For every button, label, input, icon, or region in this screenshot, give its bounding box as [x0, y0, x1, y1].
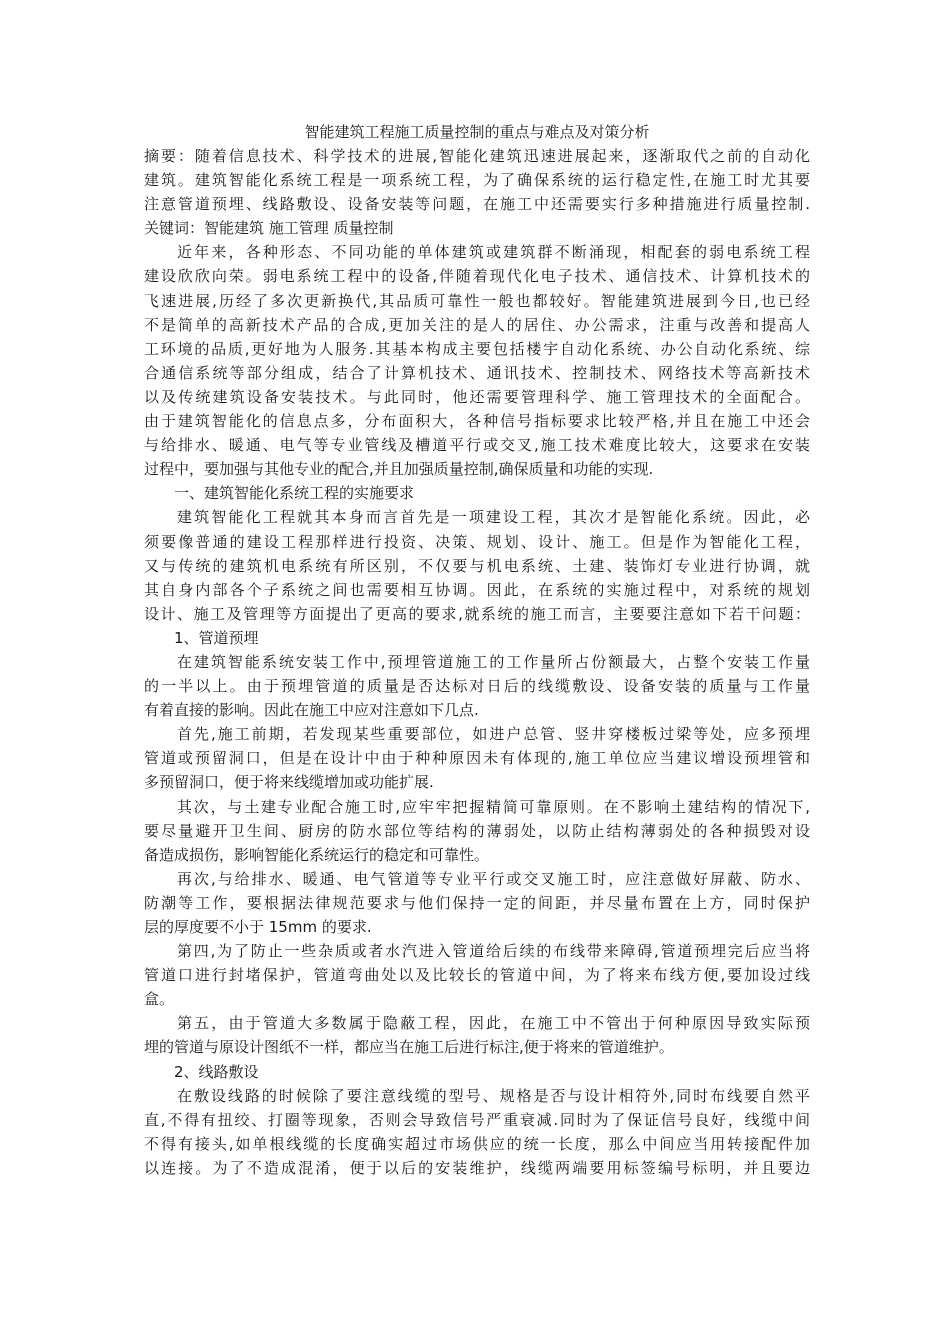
paragraph-line: 管道口进行封堵保护，管道弯曲处以及比较长的管道中间，为了将来布线方便,要加设过线	[144, 966, 810, 985]
paragraph-line: 由于建筑智能化的信息点多，分布面积大，各种信号指标要求比较严格,并且在施工中还会	[144, 412, 810, 431]
paragraph-line: 埋的管道与原设计图纸不一样，都应当在施工后进行标注,便于将来的管道维护。	[144, 1038, 674, 1057]
paragraph-line: 不得有接头,如单根线缆的长度确实超过市场供应的统一长度，那么中间应当用转接配件加	[144, 1134, 810, 1153]
paragraph-line: 以连接。为了不造成混淆，便于以后的安装维护，线缆两端要用标签编号标明，并且要边	[144, 1158, 810, 1177]
abstract-line: 建筑。建筑智能化系统工程是一项系统工程，为了确保系统的运行稳定性,在施工时尤其要	[144, 171, 810, 190]
paragraph-line: 其次，与土建专业配合施工时,应牢牢把握精简可靠原则。在不影响土建结构的情况下,	[177, 797, 810, 816]
section-heading: 一、建筑智能化系统工程的实施要求	[174, 484, 415, 503]
sub1-paragraph-6	[144, 1011, 810, 1059]
paragraph-line: 在建筑智能系统安装工作中,预埋管道施工的工作量所占份额最大，占整个安装工作量	[177, 652, 810, 671]
subsection-heading: 2、线路敷设	[174, 1062, 259, 1081]
paragraph-line: 合通信系统等部分组成，结合了计算机技术、通讯技术、控制技术、网络技术等高新技术	[144, 363, 810, 382]
abstract	[144, 144, 810, 216]
paragraph-line: 设计、施工及管理等方面提出了更高的要求,就系统的施工而言，主要要注意如下若干问题：	[144, 604, 810, 623]
abstract-line: 摘要：随着信息技术、科学技术的进展,智能化建筑迅速进展起来，逐渐取代之前的自动化	[144, 147, 810, 165]
paragraph-line: 多预留洞口，便于将来线缆增加或功能扩展.	[144, 773, 434, 792]
paragraph-line: 不是简单的高新技术产品的合成,更加关注的是人的居住、办公需求，注重与改善和提高人	[144, 315, 810, 334]
sub1-paragraph-5	[144, 939, 810, 1011]
paragraph-line: 的一半以上。由于预埋管道的质量是否达标对日后的线缆敷设、设备安装的质量与工作量	[144, 677, 810, 696]
paragraph-line: 第四,为了防止一些杂质或者水汽进入管道给后续的布线带来障碍,管道预埋完后应当将	[177, 942, 810, 961]
abstract-line: 注意管道预埋、线路敷设、设备安装等问题，在施工中还需要实行多种措施进行质量控制.	[144, 195, 810, 214]
document-title: 智能建筑工程施工质量控制的重点与难点及对策分析	[304, 123, 650, 141]
paragraph-line: 有着直接的影响。因此在施工中应对注意如下几点.	[144, 701, 479, 720]
sub1-paragraph-1	[144, 650, 810, 722]
sub1-paragraph-3	[144, 795, 810, 867]
section1-paragraph	[144, 505, 810, 625]
paragraph-line: 过程中，要加强与其他专业的配合,并且加强质量控制,确保质量和功能的实现.	[144, 460, 654, 479]
paragraph-line: 盒。	[144, 990, 175, 1009]
intro-paragraph	[144, 240, 810, 481]
paragraph-line: 直,不得有扭绞、打圈等现象，否则会导致信号严重衰减.同时为了保证信号良好，线缆中间	[144, 1110, 810, 1129]
paragraph-line: 又与传统的建筑机电系统有所区别，不仅要与机电系统、土建、装饰灯专业进行协调，就	[144, 556, 810, 575]
paragraph-line: 层的厚度要不小于 15mm 的要求.	[144, 918, 372, 936]
paragraph-line: 再次,与给排水、暖通、电气管道等专业平行或交叉施工时，应注意做好屏蔽、防水、	[177, 869, 810, 888]
document-page	[144, 120, 810, 1180]
paragraph-line: 备造成损伤，影响智能化系统运行的稳定和可靠性。	[144, 845, 490, 864]
paragraph-line: 工环境的品质,更好地为人服务.其基本构成主要包括楼宇自动化系统、办公自动化系统、综	[144, 339, 810, 358]
paragraph-line: 在敷设线路的时候除了要注意线缆的型号、规格是否与设计相符外,同时布线要自然平	[177, 1086, 810, 1105]
paragraph-line: 要尽量避开卫生间、厨房的防水部位等结构的薄弱处，以防止结构薄弱处的各种损毁对设	[144, 821, 810, 840]
paragraph-line: 防潮等工作，要根据法律规范要求与他们保持一定的间距，并尽量布置在上方，同时保护	[144, 893, 810, 912]
paragraph-line: 须要像普通的建设工程那样进行投资、决策、规划、设计、施工。但是作为智能化工程，	[144, 532, 810, 551]
paragraph-line: 第五，由于管道大多数属于隐蔽工程，因此，在施工中不管出于何种原因导致实际预	[177, 1014, 810, 1033]
subsection-heading: 1、管道预埋	[174, 628, 259, 647]
paragraph-line: 建设欣欣向荣。弱电系统工程中的设备,伴随着现代化电子技术、通信技术、计算机技术的	[144, 267, 810, 286]
paragraph-line: 与给排水、暖通、电气等专业管线及槽道平行或交叉,施工技术难度比较大，这要求在安装	[144, 436, 810, 455]
paragraph-line: 其自身内部各个子系统之间也需要相互协调。因此，在系统的实施过程中，对系统的规划	[144, 580, 810, 599]
paragraph-line: 建筑智能化工程就其本身而言首先是一项建设工程，其次才是智能化系统。因此，必	[177, 508, 810, 527]
sub1-paragraph-4	[144, 867, 810, 939]
sub2-paragraph-1	[144, 1084, 810, 1180]
paragraph-line: 以及传统建筑设备安装技术。与此同时，他还需要管理科学、施工管理技术的全面配合。	[144, 387, 810, 406]
paragraph-line: 首先,施工前期，若发现某些重要部位，如进户总管、竖井穿楼板过梁等处，应多预埋	[177, 725, 810, 744]
keywords: 关键词：智能建筑 施工管理 质量控制	[144, 219, 394, 238]
sub1-paragraph-2	[144, 722, 810, 794]
paragraph-line: 近年来，各种形态、不同功能的单体建筑或建筑群不断涌现，相配套的弱电系统工程	[177, 243, 810, 262]
paragraph-line: 管道或预留洞口，但是在设计中由于种种原因未有体现的,施工单位应当建议增设预埋管和	[144, 749, 810, 768]
paragraph-line: 飞速进展,历经了多次更新换代,其品质可靠性一般也都较好。智能建筑进展到今日,也已经	[144, 291, 810, 310]
